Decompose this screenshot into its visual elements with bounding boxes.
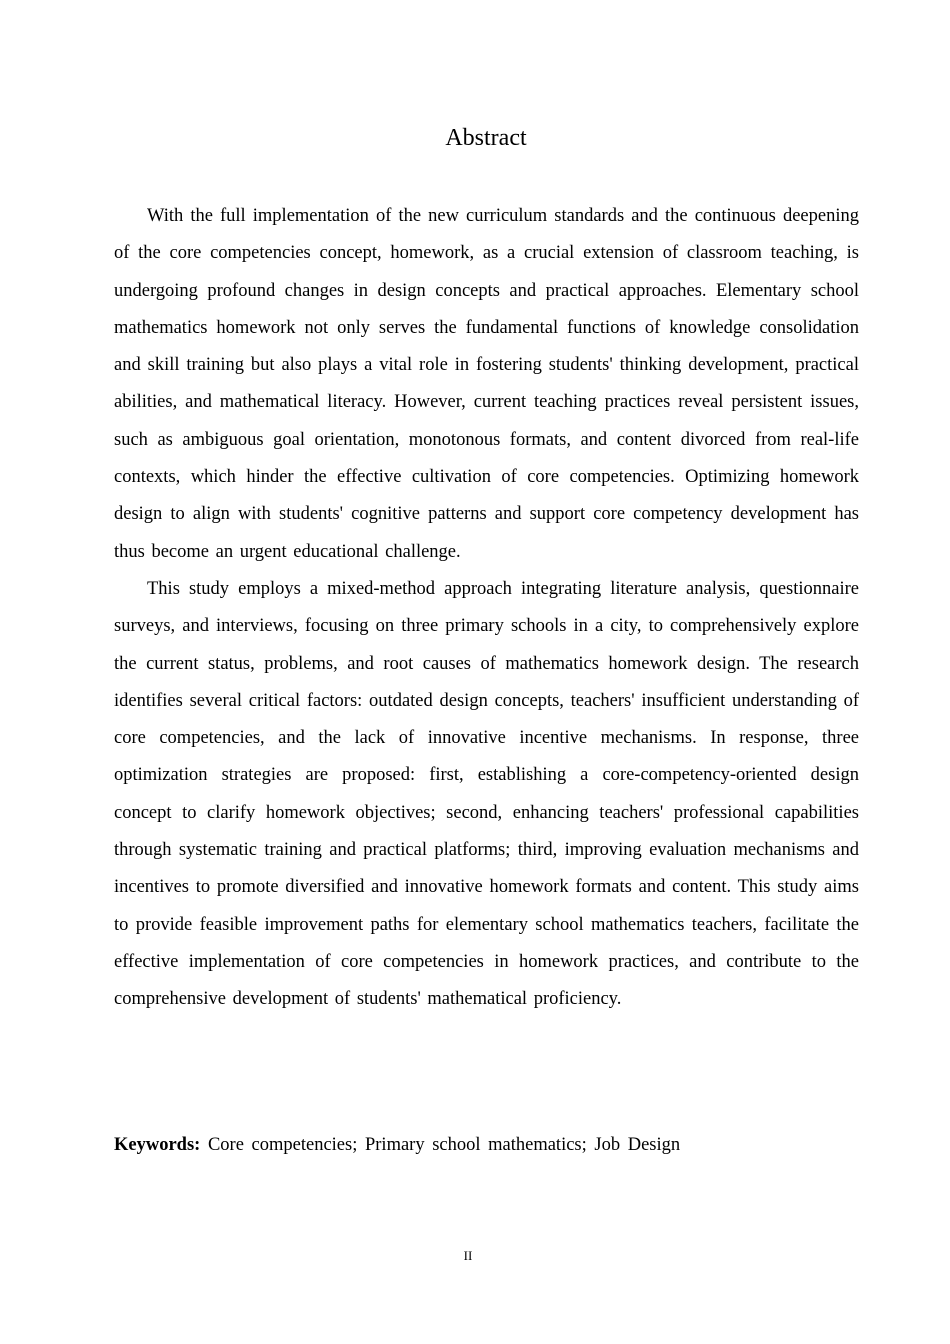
keywords-label: Keywords: [114,1135,201,1155]
page-title: Abstract [445,125,527,151]
page-number: II [463,1248,473,1263]
keywords-text: Core competencies; Primary school mathematics; Job Design [207,1135,681,1155]
abstract-body [114,198,859,1019]
abstract-paragraph-2: This study employs a mixed-method approach integrating literature analysis, questionnaire surveys, and interviews, focusing on three primary schools in a city, to comprehensively explore the current status, problems, and root causes of mathematics homework design. The research identifies several critical factors: outdated design concepts, teachers' insufficient understanding of core competencies, and the lack of innovative incentive mechanisms. In response, three optimization strategies are proposed: first, establishing a core-competency-oriented design concept to clarify homework objectives; second, enhancing teachers' professional capabilities through systematic training and practical platforms; third, improving evaluation mechanisms and incentives to promote diversified and innovative homework formats and content. This study aims to provide feasible improvement paths for elementary school mathematics teachers, facilitate the effective implementation of core competencies in homework practices, and contribute to the comprehensive development of students' mathematical proficiency. [114,578,859,1010]
keywords-line [114,1127,859,1164]
abstract-paragraph-1: With the full implementation of the new curriculum standards and the continuous deepening of the core competencies concept, homework, as a crucial extension of classroom teaching, is undergoing profound changes in design concepts and practical approaches. Elementary school mathematics homework not only serves the fundamental functions of knowledge consolidation and skill training but also plays a vital role in fostering students' thinking development, practical abilities, and mathematical literacy. However, current teaching practices reveal persistent issues, such as ambiguous goal orientation, monotonous formats, and content divorced from real-life contexts, which hinder the effective cultivation of core competencies. Optimizing homework design to align with students' cognitive patterns and support core competency development has thus become an urgent educational challenge. [114,206,859,562]
